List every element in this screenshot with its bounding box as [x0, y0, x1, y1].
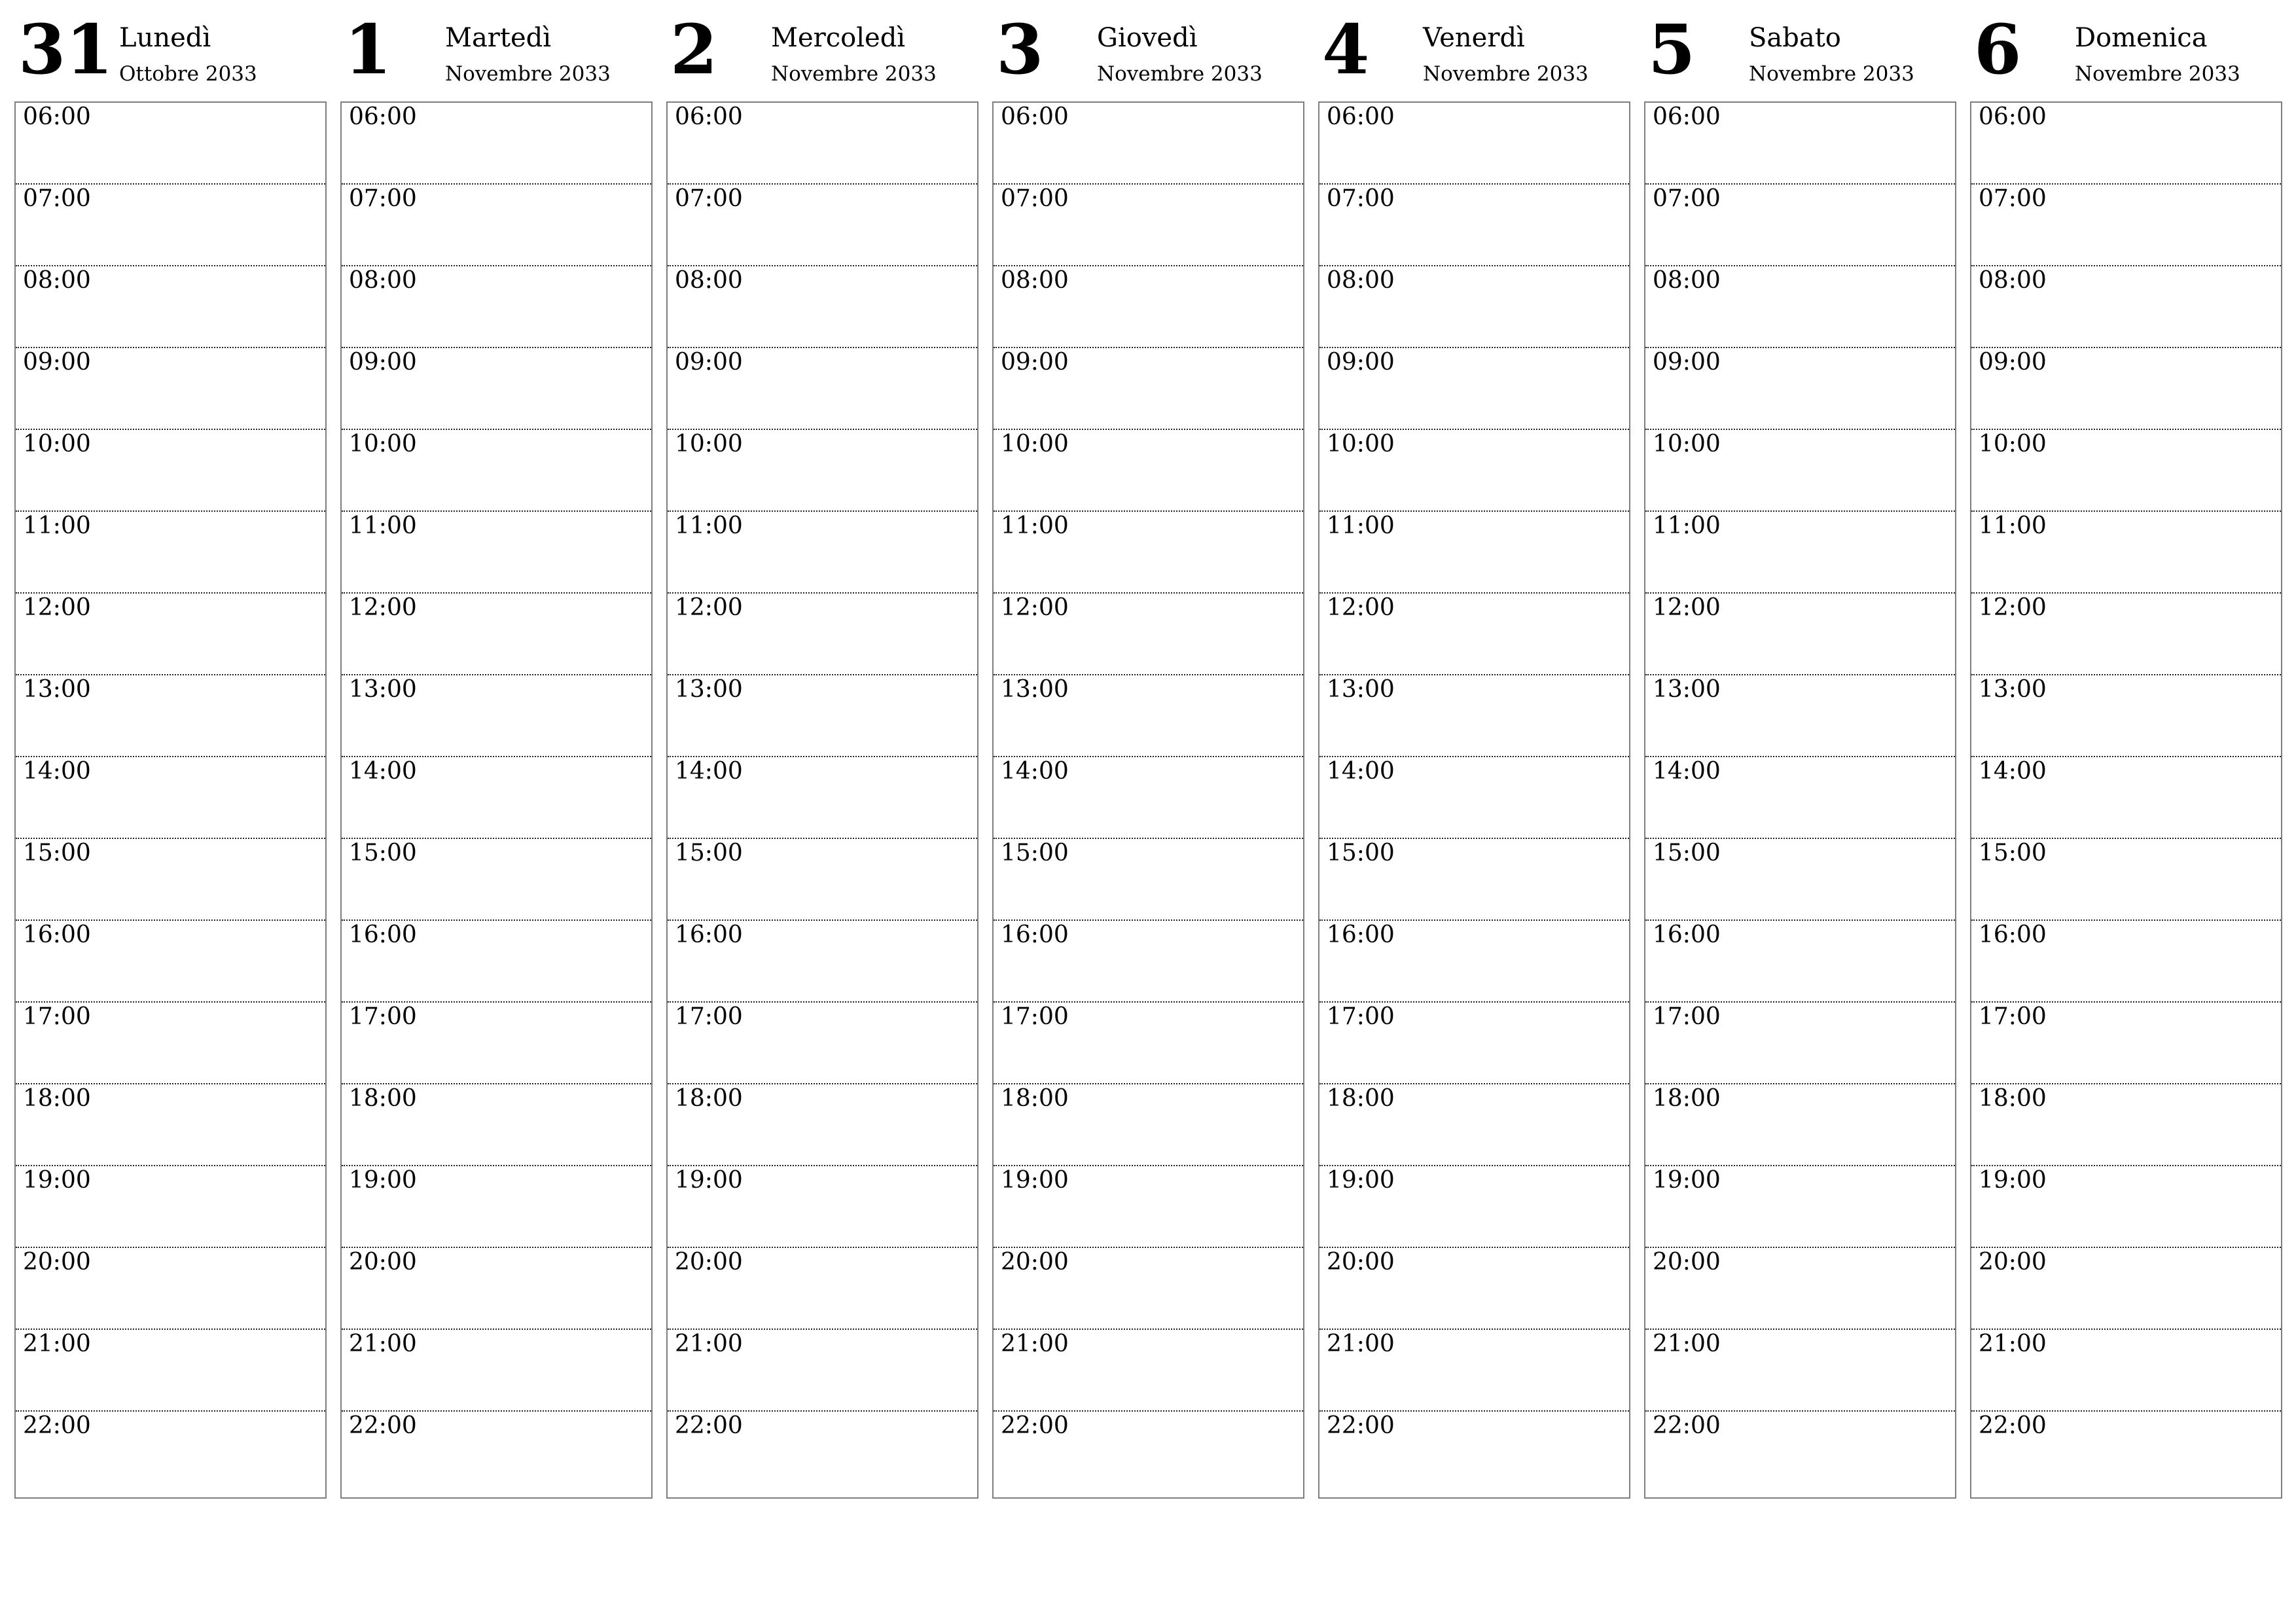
day-header	[14, 0, 327, 98]
hour-slot[interactable]	[1971, 675, 2281, 757]
hour-slot[interactable]	[668, 266, 977, 348]
hour-slot[interactable]	[1971, 1084, 2281, 1166]
hour-label: 20:00	[1979, 1249, 2047, 1275]
hour-label: 13:00	[1001, 676, 1069, 703]
hour-label: 12:00	[1327, 594, 1395, 621]
hour-label: 06:00	[1979, 103, 2047, 130]
hour-label: 14:00	[1979, 758, 2047, 785]
hour-label: 12:00	[1653, 594, 1721, 621]
hour-label: 21:00	[1653, 1330, 1721, 1357]
hour-slot[interactable]	[668, 839, 977, 921]
hour-label: 18:00	[1653, 1085, 1721, 1112]
day-number: 2	[670, 9, 718, 90]
hour-label: 10:00	[675, 431, 743, 457]
hour-slot[interactable]	[994, 594, 1303, 675]
hour-label: 13:00	[675, 676, 743, 703]
hour-label: 16:00	[675, 921, 743, 948]
day-header	[1318, 0, 1630, 98]
hour-slot[interactable]	[1645, 921, 1955, 1003]
hour-label: 06:00	[1327, 103, 1395, 130]
day-weekday: Sabato	[1749, 23, 1841, 53]
hour-slot[interactable]	[1319, 1166, 1629, 1248]
hour-slot[interactable]	[1319, 1003, 1629, 1084]
hour-label: 07:00	[23, 185, 91, 212]
hour-slot[interactable]	[994, 757, 1303, 839]
hour-slot[interactable]	[342, 839, 651, 921]
hour-label: 16:00	[349, 921, 417, 948]
hour-label: 19:00	[675, 1167, 743, 1194]
hour-slot[interactable]	[668, 1248, 977, 1330]
hour-label: 08:00	[1979, 267, 2047, 294]
hour-label: 06:00	[349, 103, 417, 130]
hour-slot[interactable]	[1971, 348, 2281, 430]
hour-slot[interactable]	[1319, 1412, 1629, 1497]
hour-slot[interactable]	[16, 1003, 325, 1084]
hour-slot[interactable]	[1645, 1003, 1955, 1084]
hour-label: 09:00	[23, 349, 91, 376]
hour-label: 20:00	[675, 1249, 743, 1275]
hour-slot[interactable]	[994, 1084, 1303, 1166]
hour-slot[interactable]	[342, 266, 651, 348]
hour-slot[interactable]	[342, 348, 651, 430]
hour-label: 07:00	[1001, 185, 1069, 212]
hour-label: 14:00	[1001, 758, 1069, 785]
hour-label: 16:00	[1327, 921, 1395, 948]
day-weekday: Lunedì	[119, 23, 211, 53]
hour-slot[interactable]	[994, 266, 1303, 348]
hour-label: 09:00	[1327, 349, 1395, 376]
hour-label: 17:00	[349, 1003, 417, 1030]
hour-label: 11:00	[1001, 512, 1069, 539]
hour-label: 19:00	[349, 1167, 417, 1194]
day-schedule-box	[666, 101, 978, 1499]
day-schedule-box	[1970, 101, 2282, 1499]
hour-slot[interactable]	[1319, 348, 1629, 430]
hour-slot[interactable]	[1319, 185, 1629, 266]
day-number: 4	[1322, 9, 1370, 90]
hour-slot[interactable]	[1319, 675, 1629, 757]
hour-label: 15:00	[23, 840, 91, 866]
hour-label: 15:00	[1979, 840, 2047, 866]
hour-slot[interactable]	[16, 1166, 325, 1248]
day-weekday: Mercoledì	[771, 23, 906, 53]
hour-slot[interactable]	[342, 1412, 651, 1497]
hour-slot[interactable]	[1971, 839, 2281, 921]
day-number: 31	[18, 9, 113, 90]
hour-label: 19:00	[23, 1167, 91, 1194]
hour-label: 09:00	[349, 349, 417, 376]
day-header	[340, 0, 653, 98]
hour-label: 07:00	[1653, 185, 1721, 212]
hour-label: 08:00	[1653, 267, 1721, 294]
day-header	[666, 0, 978, 98]
hour-slot[interactable]	[1971, 1166, 2281, 1248]
day-schedule-box	[14, 101, 327, 1499]
hour-label: 16:00	[1653, 921, 1721, 948]
day-header	[992, 0, 1304, 98]
hour-slot[interactable]	[1971, 266, 2281, 348]
hour-label: 11:00	[23, 512, 91, 539]
hour-slot[interactable]	[994, 921, 1303, 1003]
hour-slot[interactable]	[994, 512, 1303, 594]
hour-label: 09:00	[1979, 349, 2047, 376]
hour-label: 14:00	[1327, 758, 1395, 785]
hour-slot[interactable]	[668, 512, 977, 594]
hour-label: 09:00	[1001, 349, 1069, 376]
hour-label: 08:00	[675, 267, 743, 294]
hour-label: 10:00	[23, 431, 91, 457]
hour-slot[interactable]	[16, 348, 325, 430]
hour-label: 06:00	[1653, 103, 1721, 130]
hour-slot[interactable]	[342, 921, 651, 1003]
hour-slot[interactable]	[1645, 1248, 1955, 1330]
hour-slot[interactable]	[342, 594, 651, 675]
hour-slot[interactable]	[994, 1166, 1303, 1248]
hour-label: 11:00	[349, 512, 417, 539]
hour-slot[interactable]	[16, 512, 325, 594]
hour-label: 22:00	[1327, 1412, 1395, 1439]
hour-slot[interactable]	[1319, 594, 1629, 675]
day-number: 6	[1974, 9, 2022, 90]
day-schedule-box	[992, 101, 1304, 1499]
hour-label: 17:00	[1979, 1003, 2047, 1030]
hour-slot[interactable]	[668, 185, 977, 266]
hour-label: 20:00	[1327, 1249, 1395, 1275]
hour-label: 18:00	[675, 1085, 743, 1112]
hour-label: 13:00	[23, 676, 91, 703]
hour-label: 09:00	[675, 349, 743, 376]
hour-label: 22:00	[1979, 1412, 2047, 1439]
hour-label: 10:00	[1001, 431, 1069, 457]
hour-slot[interactable]	[1971, 1003, 2281, 1084]
hour-slot[interactable]	[994, 839, 1303, 921]
hour-label: 22:00	[1001, 1412, 1069, 1439]
hour-label: 18:00	[1979, 1085, 2047, 1112]
hour-slot[interactable]	[1971, 103, 2281, 185]
hour-slot[interactable]	[16, 266, 325, 348]
hour-slot[interactable]	[1645, 266, 1955, 348]
hour-label: 07:00	[1979, 185, 2047, 212]
hour-slot[interactable]	[342, 1003, 651, 1084]
hour-slot[interactable]	[1645, 185, 1955, 266]
hour-label: 13:00	[1653, 676, 1721, 703]
hour-slot[interactable]	[994, 1330, 1303, 1412]
hour-label: 19:00	[1653, 1167, 1721, 1194]
hour-slot[interactable]	[1645, 430, 1955, 512]
hour-label: 13:00	[349, 676, 417, 703]
hour-label: 18:00	[349, 1085, 417, 1112]
hour-label: 19:00	[1001, 1167, 1069, 1194]
hour-slot[interactable]	[1319, 103, 1629, 185]
hour-label: 21:00	[1979, 1330, 2047, 1357]
hour-label: 11:00	[1327, 512, 1395, 539]
hour-label: 12:00	[23, 594, 91, 621]
hour-slot[interactable]	[16, 594, 325, 675]
hour-label: 22:00	[23, 1412, 91, 1439]
hour-label: 20:00	[23, 1249, 91, 1275]
hour-label: 12:00	[1001, 594, 1069, 621]
hour-label: 10:00	[349, 431, 417, 457]
hour-label: 10:00	[1327, 431, 1395, 457]
hour-label: 17:00	[23, 1003, 91, 1030]
hour-slot[interactable]	[16, 1330, 325, 1412]
hour-label: 18:00	[23, 1085, 91, 1112]
hour-label: 22:00	[675, 1412, 743, 1439]
hour-slot[interactable]	[668, 757, 977, 839]
hour-slot[interactable]	[1971, 430, 2281, 512]
hour-slot[interactable]	[994, 185, 1303, 266]
hour-label: 11:00	[675, 512, 743, 539]
hour-label: 15:00	[1001, 840, 1069, 866]
hour-slot[interactable]	[1645, 512, 1955, 594]
hour-label: 08:00	[1327, 267, 1395, 294]
day-header	[1970, 0, 2282, 98]
hour-slot[interactable]	[342, 757, 651, 839]
hour-slot[interactable]	[668, 430, 977, 512]
hour-label: 07:00	[349, 185, 417, 212]
hour-label: 14:00	[349, 758, 417, 785]
hour-label: 21:00	[23, 1330, 91, 1357]
hour-slot[interactable]	[994, 348, 1303, 430]
hour-slot[interactable]	[16, 675, 325, 757]
hour-slot[interactable]	[994, 675, 1303, 757]
day-month-year: Ottobre 2033	[119, 62, 257, 86]
hour-label: 15:00	[675, 840, 743, 866]
hour-label: 09:00	[1653, 349, 1721, 376]
hour-label: 17:00	[675, 1003, 743, 1030]
hour-label: 17:00	[1001, 1003, 1069, 1030]
hour-slot[interactable]	[1645, 1084, 1955, 1166]
hour-slot[interactable]	[342, 1084, 651, 1166]
hour-slot[interactable]	[16, 757, 325, 839]
hour-label: 10:00	[1653, 431, 1721, 457]
hour-label: 13:00	[1979, 676, 2047, 703]
hour-slot[interactable]	[1645, 348, 1955, 430]
hour-label: 06:00	[675, 103, 743, 130]
hour-slot[interactable]	[342, 103, 651, 185]
day-schedule-box	[1318, 101, 1630, 1499]
hour-label: 16:00	[23, 921, 91, 948]
hour-label: 12:00	[675, 594, 743, 621]
day-number: 1	[344, 9, 392, 90]
hour-slot[interactable]	[16, 1084, 325, 1166]
hour-label: 16:00	[1001, 921, 1069, 948]
hour-label: 15:00	[1653, 840, 1721, 866]
hour-slot[interactable]	[1319, 1248, 1629, 1330]
day-month-year: Novembre 2033	[445, 62, 611, 86]
hour-slot[interactable]	[1971, 1248, 2281, 1330]
hour-label: 18:00	[1327, 1085, 1395, 1112]
hour-label: 20:00	[1653, 1249, 1721, 1275]
hour-slot[interactable]	[1645, 839, 1955, 921]
hour-slot[interactable]	[1319, 512, 1629, 594]
hour-label: 19:00	[1327, 1167, 1395, 1194]
hour-slot[interactable]	[1971, 757, 2281, 839]
hour-slot[interactable]	[16, 185, 325, 266]
hour-slot[interactable]	[16, 103, 325, 185]
hour-label: 12:00	[1979, 594, 2047, 621]
hour-label: 20:00	[1001, 1249, 1069, 1275]
day-weekday: Martedì	[445, 23, 552, 53]
hour-slot[interactable]	[342, 430, 651, 512]
hour-label: 11:00	[1979, 512, 2047, 539]
hour-slot[interactable]	[668, 1330, 977, 1412]
hour-slot[interactable]	[1645, 1412, 1955, 1497]
hour-label: 22:00	[349, 1412, 417, 1439]
day-month-year: Novembre 2033	[1749, 62, 1914, 86]
hour-slot[interactable]	[668, 1412, 977, 1497]
hour-slot[interactable]	[668, 921, 977, 1003]
hour-label: 21:00	[349, 1330, 417, 1357]
hour-label: 08:00	[1001, 267, 1069, 294]
day-weekday: Domenica	[2075, 23, 2208, 53]
hour-slot[interactable]	[342, 675, 651, 757]
hour-label: 14:00	[23, 758, 91, 785]
hour-label: 14:00	[1653, 758, 1721, 785]
hour-slot[interactable]	[668, 348, 977, 430]
hour-label: 07:00	[675, 185, 743, 212]
hour-label: 15:00	[1327, 840, 1395, 866]
hour-slot[interactable]	[668, 675, 977, 757]
day-header	[1644, 0, 1956, 98]
hour-label: 08:00	[349, 267, 417, 294]
day-month-year: Novembre 2033	[1097, 62, 1263, 86]
hour-label: 17:00	[1653, 1003, 1721, 1030]
hour-slot[interactable]	[16, 839, 325, 921]
hour-slot[interactable]	[994, 103, 1303, 185]
hour-slot[interactable]	[342, 185, 651, 266]
hour-slot[interactable]	[994, 1003, 1303, 1084]
hour-label: 14:00	[675, 758, 743, 785]
hour-slot[interactable]	[342, 512, 651, 594]
hour-label: 21:00	[675, 1330, 743, 1357]
hour-slot[interactable]	[1971, 921, 2281, 1003]
hour-slot[interactable]	[16, 921, 325, 1003]
hour-label: 07:00	[1327, 185, 1395, 212]
hour-slot[interactable]	[1645, 675, 1955, 757]
day-schedule-box	[340, 101, 653, 1499]
hour-slot[interactable]	[994, 1248, 1303, 1330]
hour-slot[interactable]	[994, 430, 1303, 512]
hour-label: 16:00	[1979, 921, 2047, 948]
hour-label: 11:00	[1653, 512, 1721, 539]
hour-label: 12:00	[349, 594, 417, 621]
hour-slot[interactable]	[668, 594, 977, 675]
hour-slot[interactable]	[1971, 1412, 2281, 1497]
day-month-year: Novembre 2033	[771, 62, 937, 86]
hour-label: 19:00	[1979, 1167, 2047, 1194]
hour-slot[interactable]	[342, 1166, 651, 1248]
day-number: 5	[1648, 9, 1696, 90]
hour-slot[interactable]	[1971, 1330, 2281, 1412]
hour-slot[interactable]	[1319, 757, 1629, 839]
day-schedule-box	[1644, 101, 1956, 1499]
hour-slot[interactable]	[668, 103, 977, 185]
hour-slot[interactable]	[668, 1084, 977, 1166]
day-month-year: Novembre 2033	[2075, 62, 2240, 86]
hour-slot[interactable]	[1319, 1330, 1629, 1412]
hour-label: 06:00	[23, 103, 91, 130]
hour-slot[interactable]	[1645, 1330, 1955, 1412]
hour-slot[interactable]	[1645, 103, 1955, 185]
hour-label: 13:00	[1327, 676, 1395, 703]
hour-slot[interactable]	[1319, 430, 1629, 512]
hour-slot[interactable]	[1319, 1084, 1629, 1166]
hour-slot[interactable]	[1319, 839, 1629, 921]
hour-slot[interactable]	[16, 1412, 325, 1497]
hour-label: 15:00	[349, 840, 417, 866]
hour-label: 06:00	[1001, 103, 1069, 130]
day-number: 3	[996, 9, 1044, 90]
hour-label: 08:00	[23, 267, 91, 294]
hour-slot[interactable]	[1319, 266, 1629, 348]
hour-slot[interactable]	[1971, 512, 2281, 594]
hour-slot[interactable]	[1645, 757, 1955, 839]
day-weekday: Venerdì	[1423, 23, 1525, 53]
hour-label: 22:00	[1653, 1412, 1721, 1439]
hour-slot[interactable]	[16, 1248, 325, 1330]
hour-label: 17:00	[1327, 1003, 1395, 1030]
hour-slot[interactable]	[1971, 185, 2281, 266]
hour-slot[interactable]	[1319, 921, 1629, 1003]
hour-slot[interactable]	[16, 430, 325, 512]
hour-label: 21:00	[1327, 1330, 1395, 1357]
day-month-year: Novembre 2033	[1423, 62, 1588, 86]
hour-label: 10:00	[1979, 431, 2047, 457]
day-weekday: Giovedì	[1097, 23, 1198, 53]
hour-label: 20:00	[349, 1249, 417, 1275]
hour-slot[interactable]	[1971, 594, 2281, 675]
hour-slot[interactable]	[994, 1412, 1303, 1497]
hour-slot[interactable]	[668, 1003, 977, 1084]
hour-label: 21:00	[1001, 1330, 1069, 1357]
hour-label: 18:00	[1001, 1085, 1069, 1112]
hour-slot[interactable]	[1645, 1166, 1955, 1248]
hour-slot[interactable]	[342, 1248, 651, 1330]
hour-slot[interactable]	[668, 1166, 977, 1248]
hour-slot[interactable]	[342, 1330, 651, 1412]
hour-slot[interactable]	[1645, 594, 1955, 675]
